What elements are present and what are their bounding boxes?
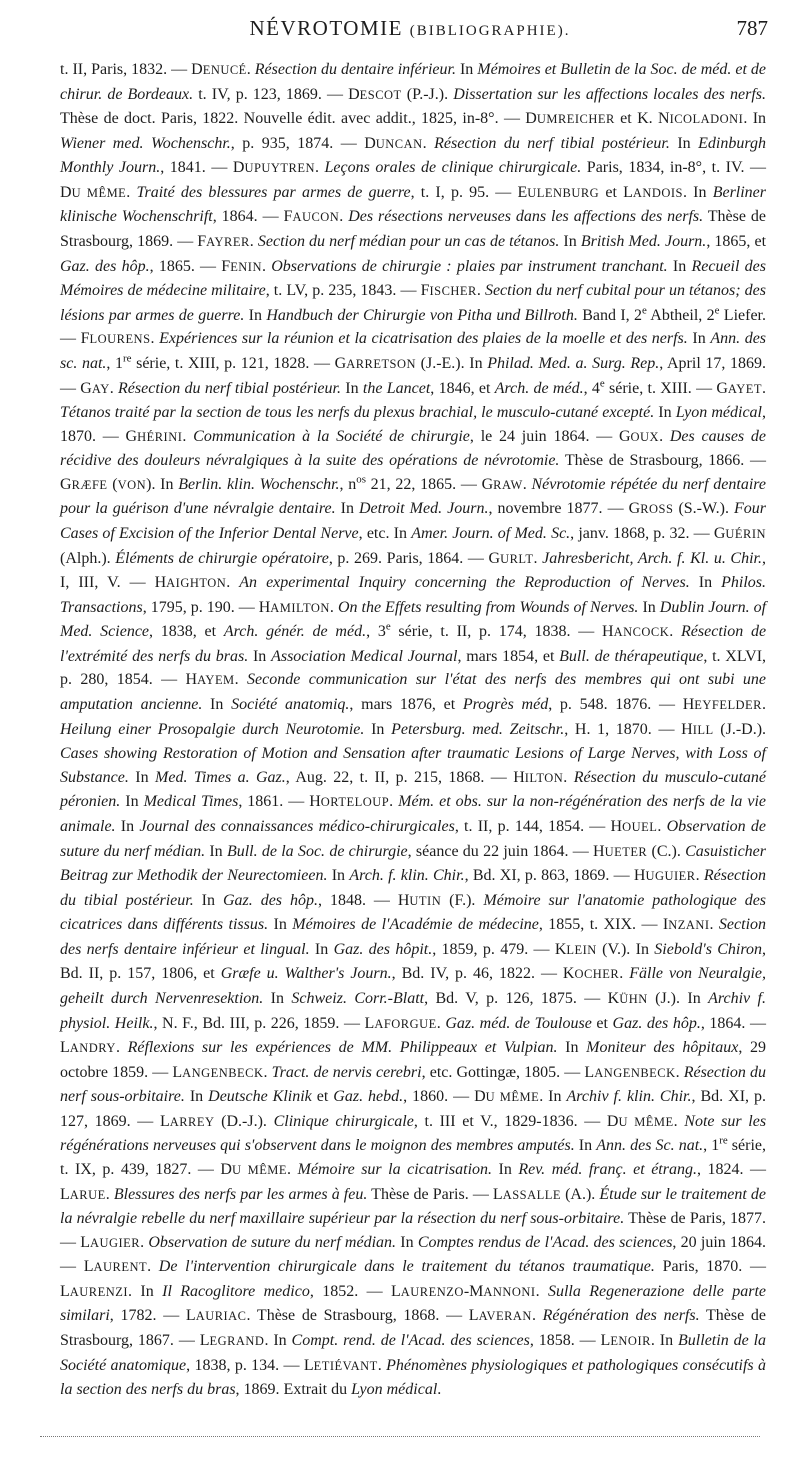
bibliography-paragraph: t. II, Paris, 1832. — DENUCÉ. Résection du dentaire inférieur. In Mémoires et Bulletin de la Soc. de méd. et de chirur. de Bordeaux. t. IV, p. 123, 1869. — DESCOT (P.-J.). Dissertation sur les affections locales des nerfs. Thèse de doct. Paris, 1822. Nouvelle édit. avec addit., 1825, in-8°. — DUMREICHER et K. NICOLADONI. In Wiener med. Wochenschr., p. 935, 1874. — DUNCAN. Résection du nerf tibial postérieur. In Edinburgh Monthly Journ., 1841. — DUPUYTREN. Leçons orales de clinique chirurgicale. Paris, 1834, in-8°, t. IV. — DU MÊME. Traité des blessures par armes de guerre, t. I, p. 95. — EULENBURG et LANDOIS. In Berliner klinische Wochenschrift, 1864. — FAUCON. Des résections nerveuses dans les affections des nerfs. Thèse de Strasbourg, 1869. — FAYRER. Section du nerf médian pour un cas de tétanos. In British Med. Journ., 1865, et Gaz. des hôp., 1865. — FENIN. Observations de chirurgie : plaies par instrument tranchant. In Recueil des Mémoires de médecine militaire, t. LV, p. 235, 1843. — FISCHER. Section du nerf cubital pour un tétanos; des lésions par armes de guerre. In Handbuch der Chirurgie von Pitha und Billroth. Band I, 2e Abtheil, 2e Liefer. — FLOURENS. Expériences sur la réunion et la cicatrisation des plaies de la moelle et des nerfs. In Ann. des sc. nat., 1re série, t. XIII, p. 121, 1828. — GARRETSON (J.-E.). In Philad. Med. a. Surg. Rep., April 17, 1869. — GAY. Résection du nerf tibial postérieur. In the Lancet, 1846, et Arch. de méd., 4e série, t. XIII. — GAYET. Tétanos traité par la section de tous les nerfs du plexus brachial, le musculo-cutané excepté. In Lyon médical, 1870. — GHÉRINI. Communication à la Société de chirurgie, le 24 juin 1864. — GOUX. Des causes de récidive des douleurs névralgiques à la suite des opérations de névrotomie. Thèse de Strasbourg, 1866. — GRÆFE (VON). In Berlin. klin. Wochenschr., $n^{os}$ 21, 22, 1865. — GRAW. Névrotomie répétée du nerf dentaire pour la guérison d'une névralgie dentaire. In Detroit Med. Journ., novembre 1877. — GROSS (S.-W.). Four Cases of Excision of the Inferior Dental Nerve, etc. In Amer. Journ. of Med. Sc., janv. 1868, p. 32. — GUÉRIN (Alph.). Éléments de chirurgie opératoire, p. 269. Paris, 1864. — GURLT. Jahresbericht, Arch. f. Kl. u. Chir., I, III, V. — HAIGHTON. An experimental Inquiry concerning the Reproduction of Nerves. In Philos. Transactions, 1795, p. 190. — HAMILTON. On the Effets resulting from Wounds of Nerves. In Dublin Journ. of Med. Science, 1838, et Arch. génér. de méd., 3e série, t. II, p. 174, 1838. — HANCOCK. Résection de l'extrémité des nerfs du bras. In Association Medical Journal, mars 1854, et Bull. de thérapeutique, t. XLVI, p. 280, 1854. — HAYEM. Seconde communication sur l'état des nerfs des membres qui ont subi une amputation ancienne. In Société anatomiq., mars 1876, et Progrès méd, p. 548. 1876. — HEYFELDER. Heilung einer Prosopalgie durch Neurotomie. In Petersburg. med. Zeitschr., H. 1, 1870. — HILL (J.-D.). Cases showing Restoration of Motion and Sensation after traumatic Lesions of Large Nerves, with Loss of Substance. In Med. Times a. Gaz., Aug. 22, t. II, p. 215, 1868. — HILTON. Résection du musculo-cutané péronien. In Medical Times, 1861. — HORTELOUP. Mém. et obs. sur la non-régénération des nerfs de la vie animale. In Journal des connaissances médico-chirurgicales, t. II, p. 144, 1854. — HOUEL. Observation de suture du nerf médian. In Bull. de la Soc. de chirurgie, séance du 22 juin 1864. — HUETER (C.). Casuisticher Beitrag zur Methodik der Neurectomieen. In Arch. f. klin. Chir., Bd. XI, p. 863, 1869. — HUGUIER. Résection du tibial postérieur. In Gaz. des hôp., 1848. — HUTIN (F.). Mémoire sur l'anatomie pathologique des cicatrices dans différents tissus. In Mémoires de l'Académie de médecine, 1855, t. XIX. — INZANI. Section des nerfs dentaire inférieur et lingual. In Gaz. des hôpit., 1859, p. 479. — KLEIN (V.). In Siebold's Chiron, Bd. II, p. 157, 1806, et Græfe u. Walther's Journ., Bd. IV, p. 46, 1822. — KOCHER. Fälle von Neuralgie, geheilt durch Nervenresektion. In Schweiz. Corr.-Blatt, Bd. V, p. 126, 1875. — KÜHN (J.). In Archiv f. physiol. Heilk., N. F., Bd. III, p. 226, 1859. — LAFORGUE. Gaz. méd. de Toulouse et Gaz. des hôp., 1864. — LANDRY. Réflexions sur les expériences de MM. Philippeaux et Vulpian. In Moniteur des hôpitaux, 29 octobre 1859. — LANGENBECK. Tract. de nervis cerebri, etc. Gottingæ, 1805. — LANGENBECK. Résection du nerf sous-orbitaire. In Deutsche Klinik et Gaz. hebd., 1860. — DU MÊME. In Archiv f. klin. Chir., Bd. XI, p. 127, 1869. — LARREY (D.-J.). Clinique chirurgicale, t. III et V., 1829-1836. — DU MÊME. Note sur les régénérations nerveuses qui s'observent dans le moignon des membres amputés. In Ann. des Sc. nat., 1re série, t. IX, p. 439, 1827. — DU MÊME. Mémoire sur la cicatrisation. In Rev. méd. franç. et étrang., 1824. — LARUE. Blessures des nerfs par les armes à feu. Thèse de Paris. — LASSALLE (A.). Étude sur le traitement de la névralgie rebelle du nerf maxillaire supérieur par la résection du nerf sous-orbitaire. Thèse de Paris, 1877. — LAUGIER. Observation de suture du nerf médian. In Comptes rendus de l'Acad. des sciences, 20 juin 1864. — LAURENT. De l'intervention chirurgicale dans le traitement du tétanos traumatique. Paris, 1870. — LAURENZI. In Il Racoglitore medico, 1852. — LAURENZO-MANNONI. Sulla Regenerazione delle parte similari, 1782. — LAURIAC. Thèse de Strasbourg, 1868. — LAVERAN. Régénération des nerfs. Thèse de Strasbourg, 1867. — LEGRAND. In Compt. rend. de l'Acad. des sciences, 1858. — LENOIR. In Bulletin de la Société anatomique, 1838, p. 134. — LETIÉVANT. Phénomènes physiologiques et pathologiques consécutifs à la section des nerfs du bras, 1869. Extrait du Lyon médical. [60, 61, 767, 1399]
running-title-main: NÉVROTOMIE [249, 16, 403, 40]
footer-rule [40, 1436, 760, 1441]
running-header [52, 16, 768, 48]
running-title [52, 16, 768, 41]
page-number: 787 [736, 16, 768, 40]
running-title-subtitle: (BIBLIOGRAPHIE). [409, 23, 571, 39]
bibliography-text [60, 58, 766, 1402]
